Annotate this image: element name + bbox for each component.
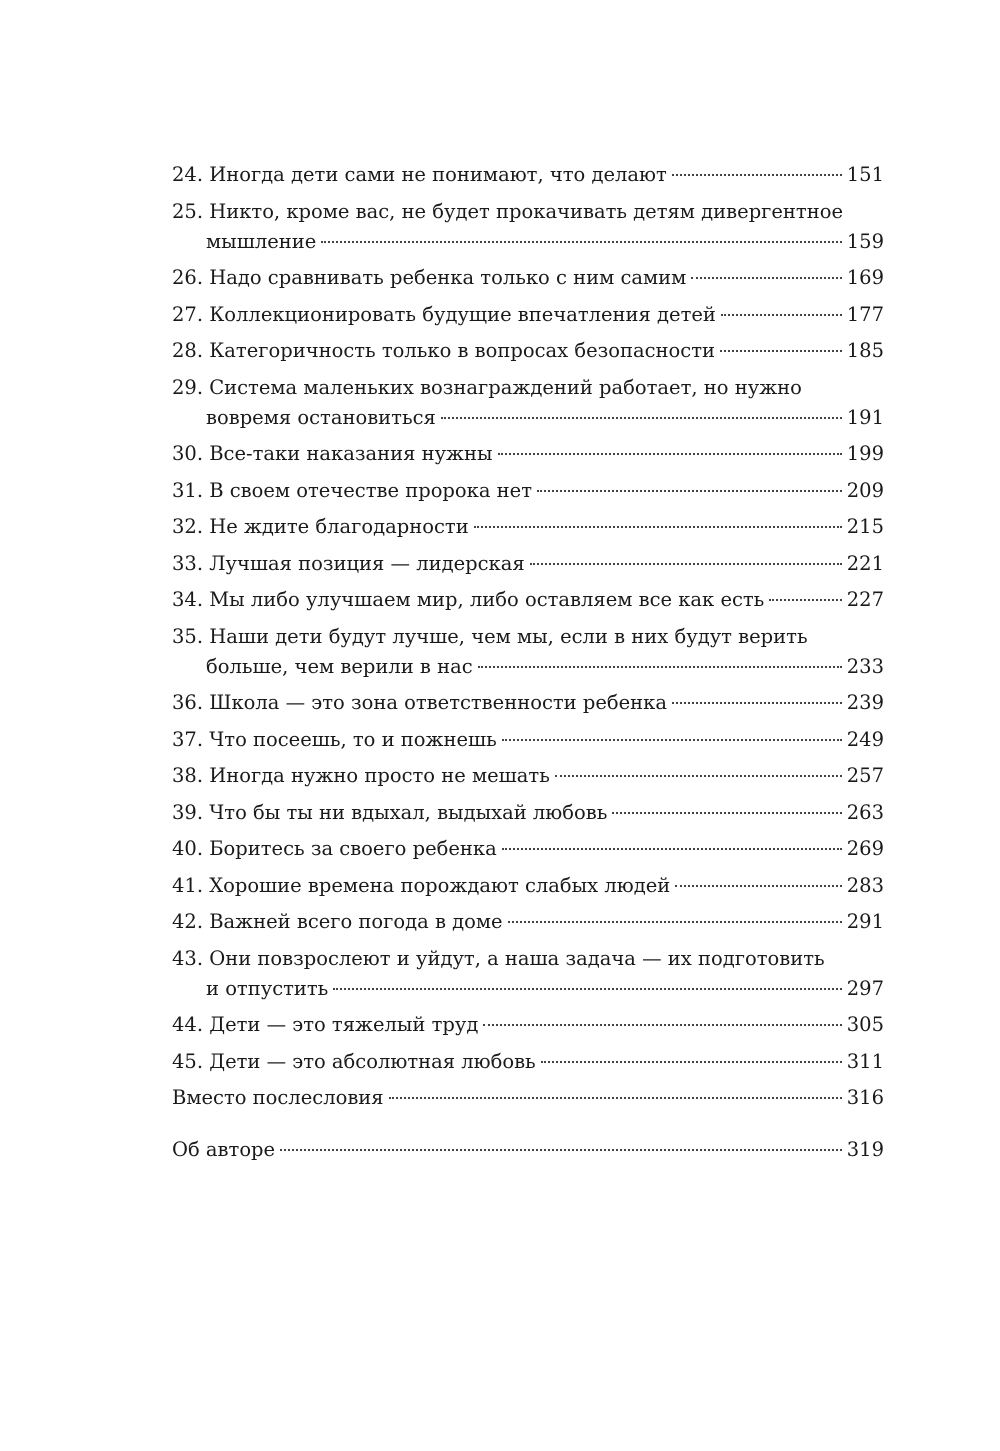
dot-leader: [530, 563, 842, 565]
toc-entry[interactable]: [172, 871, 884, 901]
dot-leader: [675, 885, 842, 887]
toc-page-number: 159: [846, 229, 884, 253]
toc-entry-title: 34. Мы либо улучшаем мир, либо оставляем все как есть: [172, 588, 765, 611]
dot-leader: [333, 988, 841, 990]
toc-entry-title: 26. Надо сравнивать ребенка только с ним самим: [172, 266, 687, 289]
dot-leader: [541, 1061, 842, 1063]
toc-page-number: 215: [846, 515, 884, 538]
toc-entry-title: 31. В своем отечестве пророка нет: [172, 478, 532, 502]
dot-leader: [612, 812, 841, 814]
toc-entry-title: 39. Что бы ты ни вдыхал, выдыхай любовь: [172, 800, 608, 824]
dot-leader: [769, 599, 841, 601]
toc-entry[interactable]: [172, 907, 884, 937]
toc-entry[interactable]: [172, 725, 884, 755]
toc-page-number: 177: [846, 302, 884, 326]
dot-leader: [321, 241, 841, 243]
toc-page-number: 221: [846, 551, 884, 575]
toc-entry-title: 27. Коллекционировать будущие впечатления детей: [172, 302, 716, 326]
dot-leader: [280, 1149, 842, 1151]
dot-leader: [508, 921, 842, 923]
dot-leader: [691, 277, 841, 279]
toc-page-number: 185: [846, 339, 884, 362]
toc-entry-title: 36. Школа — это зона ответственности ребенка: [172, 691, 667, 714]
toc-entry-title: 38. Иногда нужно просто не мешать: [172, 764, 550, 787]
toc-page-number: 199: [846, 442, 884, 465]
toc-entry-title: 24. Иногда дети сами не понимают, что делают: [172, 163, 667, 186]
toc-page-number: 191: [846, 405, 884, 429]
toc-entry-title: 35. Наши дети будут лучше, чем мы, если в них будут верить: [172, 624, 808, 648]
toc-entry-title: 33. Лучшая позиция — лидерская: [172, 551, 525, 575]
toc-entry-title: 43. Они повзрослеют и уйдут, а наша задача — их подготовить: [172, 946, 825, 970]
toc-page-number: 269: [846, 837, 884, 860]
dot-leader: [502, 848, 842, 850]
toc-entry[interactable]: [172, 761, 884, 791]
toc-entry[interactable]: [172, 160, 884, 190]
toc-entry[interactable]: [172, 476, 884, 506]
toc-entry[interactable]: [172, 300, 884, 330]
toc-entry[interactable]: [172, 1135, 884, 1165]
toc-entry-title: 40. Боритесь за своего ребенка: [172, 837, 497, 860]
toc-page-number: 283: [846, 873, 884, 897]
toc-entry-title: 37. Что посеешь, то и пожнешь: [172, 727, 497, 751]
toc-page-number: 169: [846, 266, 884, 289]
toc-entry[interactable]: [172, 1083, 884, 1113]
toc-entry-title: 25. Никто, кроме вас, не будет прокачивать детям дивергентное: [172, 199, 843, 223]
dot-leader: [483, 1024, 841, 1026]
toc-entry-title: 28. Категоричность только в вопросах безопасности: [172, 339, 716, 362]
dot-leader: [502, 739, 842, 741]
dot-leader: [441, 417, 842, 419]
toc-entry-title: Вместо послесловия: [172, 1086, 384, 1109]
toc-page-number: 233: [846, 654, 884, 678]
toc-page-number: 297: [846, 976, 884, 1000]
toc-entry-title-continuation: больше, чем верили в нас: [206, 654, 473, 678]
toc-page-number: 311: [846, 1049, 884, 1073]
toc-entry-title-continuation: и отпустить: [206, 976, 329, 1000]
toc-entry-title: Об авторе: [172, 1138, 276, 1161]
dot-leader: [498, 453, 842, 455]
dot-leader: [537, 490, 842, 492]
dot-leader: [720, 350, 842, 352]
toc-entry[interactable]: [172, 263, 884, 293]
toc-entry-title-continuation: мышление: [206, 229, 317, 253]
dot-leader: [721, 314, 842, 316]
toc-page-number: 257: [846, 764, 884, 787]
dot-leader: [555, 775, 842, 777]
toc-entry-title: 41. Хорошие времена порождают слабых людей: [172, 873, 671, 897]
toc-page-number: 305: [846, 1013, 884, 1036]
dot-leader: [389, 1097, 842, 1099]
dot-leader: [672, 702, 842, 704]
table-of-contents: [172, 160, 884, 1172]
toc-entry-title: 32. Не ждите благодарности: [172, 515, 469, 538]
toc-entry[interactable]: [172, 944, 884, 1004]
toc-entry-title: 45. Дети — это абсолютная любовь: [172, 1049, 536, 1073]
toc-page-number: 291: [846, 910, 884, 933]
toc-entry-title: 30. Все-таки наказания нужны: [172, 442, 493, 465]
dot-leader: [478, 666, 842, 668]
toc-entry[interactable]: [172, 197, 884, 257]
toc-entry-title: 29. Система маленьких вознаграждений работает, но нужно: [172, 375, 802, 399]
toc-entry-title-continuation: вовремя остановиться: [206, 405, 436, 429]
toc-page-number: 209: [846, 478, 884, 502]
toc-entry[interactable]: [172, 1010, 884, 1040]
toc-page-number: 151: [846, 163, 884, 186]
toc-page-number: 239: [846, 691, 884, 714]
toc-entry[interactable]: [172, 834, 884, 864]
toc-entry[interactable]: [172, 585, 884, 615]
toc-page-number: 263: [846, 800, 884, 824]
dot-leader: [474, 526, 842, 528]
toc-entry[interactable]: [172, 439, 884, 469]
toc-entry[interactable]: [172, 1047, 884, 1077]
toc-page-number: 319: [846, 1138, 884, 1161]
dot-leader: [672, 174, 842, 176]
toc-entry[interactable]: [172, 549, 884, 579]
toc-page-number: 227: [846, 588, 884, 611]
toc-entry-title: 44. Дети — это тяжелый труд: [172, 1013, 479, 1036]
toc-entry-title: 42. Важней всего погода в доме: [172, 910, 503, 933]
toc-entry[interactable]: [172, 373, 884, 433]
toc-entry[interactable]: [172, 798, 884, 828]
toc-page-number: 249: [846, 727, 884, 751]
toc-page-number: 316: [846, 1086, 884, 1109]
toc-entry[interactable]: [172, 336, 884, 366]
toc-entry[interactable]: [172, 688, 884, 718]
toc-entry[interactable]: [172, 512, 884, 542]
toc-entry[interactable]: [172, 622, 884, 682]
